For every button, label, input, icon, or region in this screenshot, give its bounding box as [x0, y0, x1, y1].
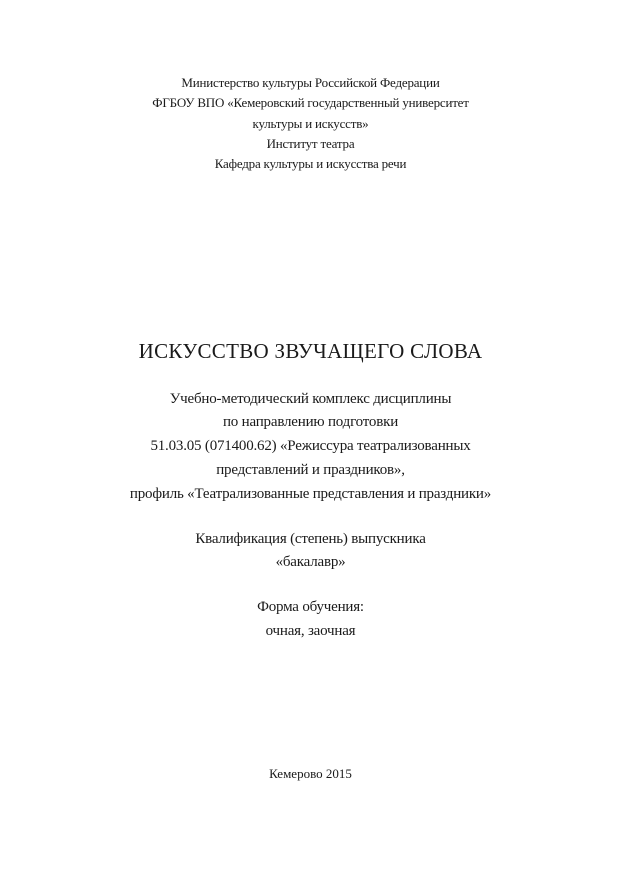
document-title: ИСКУССТВО ЗВУЧАЩЕГО СЛОВА [138, 339, 483, 363]
study-form-value: очная, заочная [265, 623, 356, 639]
university-line-1: ФГБОУ ВПО «Кемеровский государственный университет [152, 95, 469, 110]
university-line-2: культуры и искусств» [252, 116, 369, 131]
city-year: Кемерово 2015 [269, 766, 352, 781]
study-form-label: Форма обучения: [257, 599, 364, 615]
qualification-label: Квалификация (степень) выпускника [195, 531, 426, 547]
description-line-3: 51.03.05 (071400.62) «Режиссура театрализованных [150, 438, 471, 454]
description-line-5: профиль «Театрализованные представления и праздники» [129, 486, 492, 502]
description-line-2: по направлению подготовки [222, 414, 399, 430]
qualification-value: «бакалавр» [275, 554, 346, 570]
description-line-1: Учебно-методический комплекс дисциплины [169, 391, 452, 407]
institute-line: Институт театра [266, 136, 355, 151]
description-line-4: представлений и праздников», [216, 462, 405, 478]
ministry-line: Министерство культуры Российской Федерации [181, 75, 440, 90]
department-line: Кафедра культуры и искусства речи [214, 156, 407, 171]
